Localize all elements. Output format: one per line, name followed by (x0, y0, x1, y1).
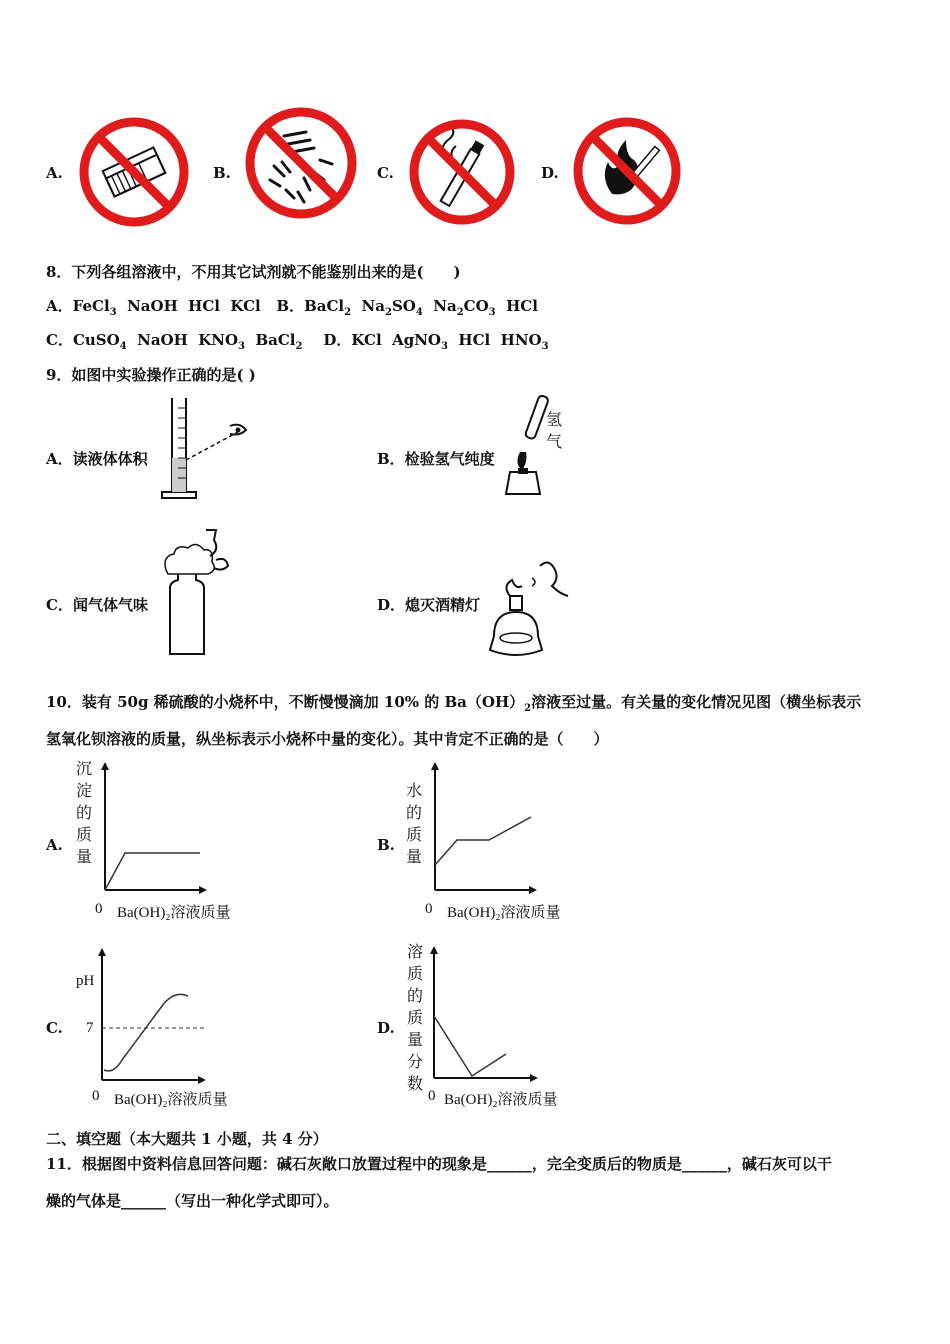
q10-graph-b-ylabel: 水 的 质 量 (405, 781, 422, 866)
q10-graph-c-ylabel: pH (76, 973, 95, 989)
no-open-flame-icon (572, 116, 682, 226)
q11-line2: 燥的气体是______（写出一种化学式即可）。 (46, 1192, 339, 1210)
q8-option-d-text: KCl AgNO$_3$ HCl $HNO_3$ (351, 331, 549, 352)
q9-stem: 9．如图中实验操作正确的是( ) (46, 366, 256, 384)
q9-b-hydrogen-label-2: 气 (545, 432, 562, 451)
q8-options-row1 (46, 295, 538, 318)
q10-graph-d-xlabel: Ba(OH)₂溶液质量 (444, 1092, 558, 1108)
q9-option-a: A．读液体体积 (46, 450, 148, 468)
q10-graph-a-ylabel: 沉 淀 的 质 量 (75, 759, 92, 866)
q8-option-d-letter: D． (323, 331, 352, 349)
q10-graph-c-letter: C. (46, 1019, 63, 1037)
q7-option-a-letter: A. (46, 164, 63, 182)
q10-graph-d-origin: 0 (428, 1088, 436, 1104)
graduated-cylinder-illustration (158, 396, 250, 504)
q10-stem-line2: 氢氧化钡溶液的质量，纵坐标表示小烧杯中量的变化）。其中肯定不正确的是（ ） (46, 730, 609, 748)
no-smoking-icon (408, 118, 516, 226)
section-heading-fill-in: 二、填空题（本大题共 1 小题，共 4 分） (46, 1130, 328, 1148)
q8-option-b-letter: B． (276, 297, 305, 315)
q10-stem-line1: 10．装有 50g 稀硫酸的小烧杯中，不断慢慢滴加 10% 的 $Ba(OH)_2$溶液至过量。有关量的变化情况见图（横坐标表示 (46, 693, 862, 714)
q11-line1: 11．根据图中资料信息回答问题：碱石灰敞口放置过程中的现象是______，完全变质后的物质是______，碱石灰可以干 (46, 1155, 832, 1173)
q9-b-hydrogen-label-1: 氢 (545, 410, 562, 429)
no-fireworks-icon (244, 106, 358, 220)
q10-graph-d-ylabel: 溶 质 的 质 量 分 数 (406, 942, 423, 1093)
q10-graph-c-xlabel: Ba(OH)₂溶液质量 (114, 1092, 228, 1108)
q10-graph-b-letter: B. (377, 836, 395, 854)
q8-option-b-text: BaCl$_2$ $Na_2SO_4$ $Na_2CO_3$ HCl (304, 297, 538, 318)
smell-gas-bottle-illustration (156, 526, 240, 662)
q8-stem: 8．下列各组溶液中，不用其它试剂就不能鉴别出来的是( ) (46, 263, 461, 281)
q10-graph-b-origin: 0 (425, 901, 433, 917)
q10-graph-c (92, 946, 216, 1088)
blow-out-alcohol-lamp-illustration (486, 556, 578, 664)
q10-graph-d (424, 944, 548, 1086)
q10-graph-c-origin: 0 (92, 1088, 100, 1104)
q7-option-c-letter: C. (377, 164, 394, 182)
q9-option-c: C．闻气体气味 (46, 596, 148, 614)
q10-graph-c-ref-value: 7 (86, 1020, 94, 1036)
q7-option-b-letter: B. (213, 164, 231, 182)
q9-option-b: B．检验氢气纯度 (377, 450, 495, 468)
q8-option-c-letter: C． (46, 331, 73, 349)
q10-graph-b-xlabel: Ba(OH)₂溶液质量 (447, 905, 561, 921)
q8-options-row2 (46, 329, 549, 352)
q8-option-c-text: CuSO$_4$ NaOH $KNO_3$ BaCl$_2$ (72, 331, 303, 352)
q8-option-a-letter: A． (46, 297, 73, 315)
q9-option-d: D．熄灭酒精灯 (377, 596, 481, 614)
q10-graph-a (95, 760, 215, 900)
q10-graph-b (425, 760, 545, 900)
q10-graph-a-origin: 0 (95, 901, 103, 917)
q10-graph-a-xlabel: Ba(OH)₂溶液质量 (117, 905, 231, 921)
q10-graph-a-letter: A. (46, 836, 63, 854)
q10-graph-d-letter: D. (377, 1019, 395, 1037)
q8-option-a-text: FeCl$_3$ NaOH HCl KCl (72, 297, 261, 318)
q7-option-d-letter: D. (541, 164, 559, 182)
no-matches-icon (78, 116, 190, 228)
